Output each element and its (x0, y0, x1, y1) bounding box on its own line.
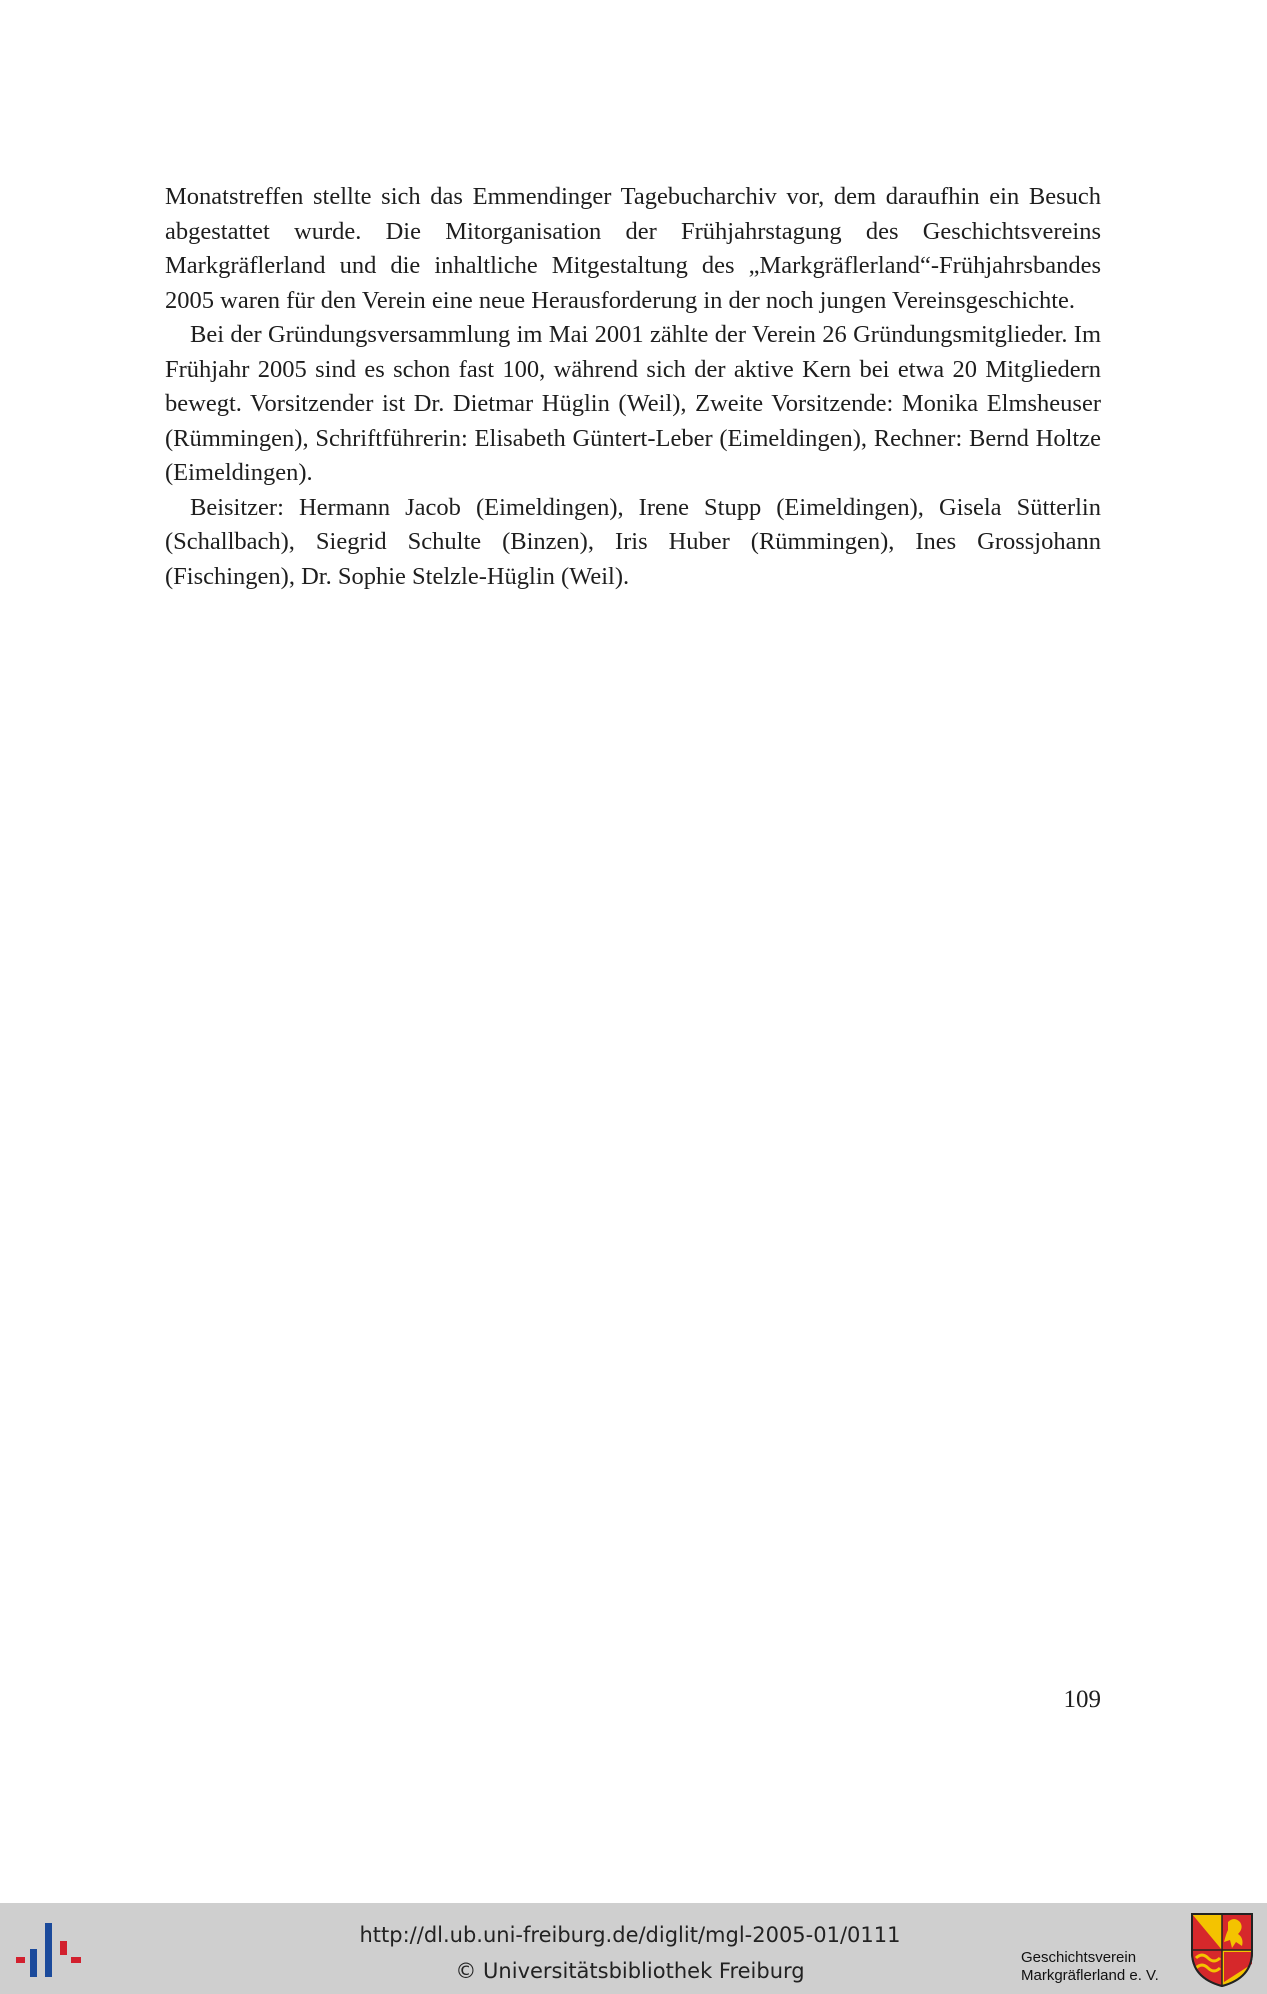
society-name-line2: Markgräflerland e. V. (1021, 1967, 1159, 1984)
source-url-link[interactable]: http://dl.ub.uni-freiburg.de/diglit/mgl-2005-01/0111 (359, 1923, 901, 1947)
markgraeflerland-crest-icon (1190, 1912, 1254, 1988)
body-text (165, 180, 1101, 594)
society-name (1021, 1949, 1181, 1985)
footer-citation (300, 1917, 960, 1989)
society-name-line1: Geschichtsverein (1021, 1949, 1137, 1966)
paragraph: Bei der Gründungsversammlung im Mai 2001 zählte der Verein 26 Gründungsmitglieder. Im Frühjahr 2005 sind es schon fast 100, während sich der aktive Kern bei etwa 20 Mitgliedern bewegt. Vorsitzender ist Dr. Dietmar Hüglin (Weil), Zweite Vorsitzende: Monika Elmsheuser (Rümmingen), Schriftführerin: Elisabeth Güntert-Leber (Eimeldingen), Rechner: Bernd Holtze (Eimeldingen). (165, 321, 1101, 486)
paragraph: Beisitzer: Hermann Jacob (Eimeldingen), Irene Stupp (Eimeldingen), Gisela Sütterlin (Schallbach), Siegrid Schulte (Binzen), Iris Huber (Rümmingen), Ines Grossjohann (Fischingen), Dr. Sophie Stelzle-Hüglin (Weil). (165, 493, 1101, 590)
page-number: 109 (1063, 1686, 1101, 1713)
footer-bar (0, 1903, 1267, 1994)
copyright-text: © Universitätsbibliothek Freiburg (455, 1959, 805, 1983)
paragraph: Monatstreffen stellte sich das Emmendinger Tagebucharchiv vor, dem daraufhin ein Besuch abgestattet wurde. Die Mitorganisation der Frühjahrstagung des Geschichtsvereins Markgräflerland und die inhaltliche Mitgestaltung des „Markgräflerland“-Frühjahrsbandes 2005 waren für den Verein eine neue Herausforderung in der noch jungen Vereinsgeschichte. (165, 183, 1101, 314)
ub-freiburg-logo-icon[interactable] (16, 1919, 82, 1981)
